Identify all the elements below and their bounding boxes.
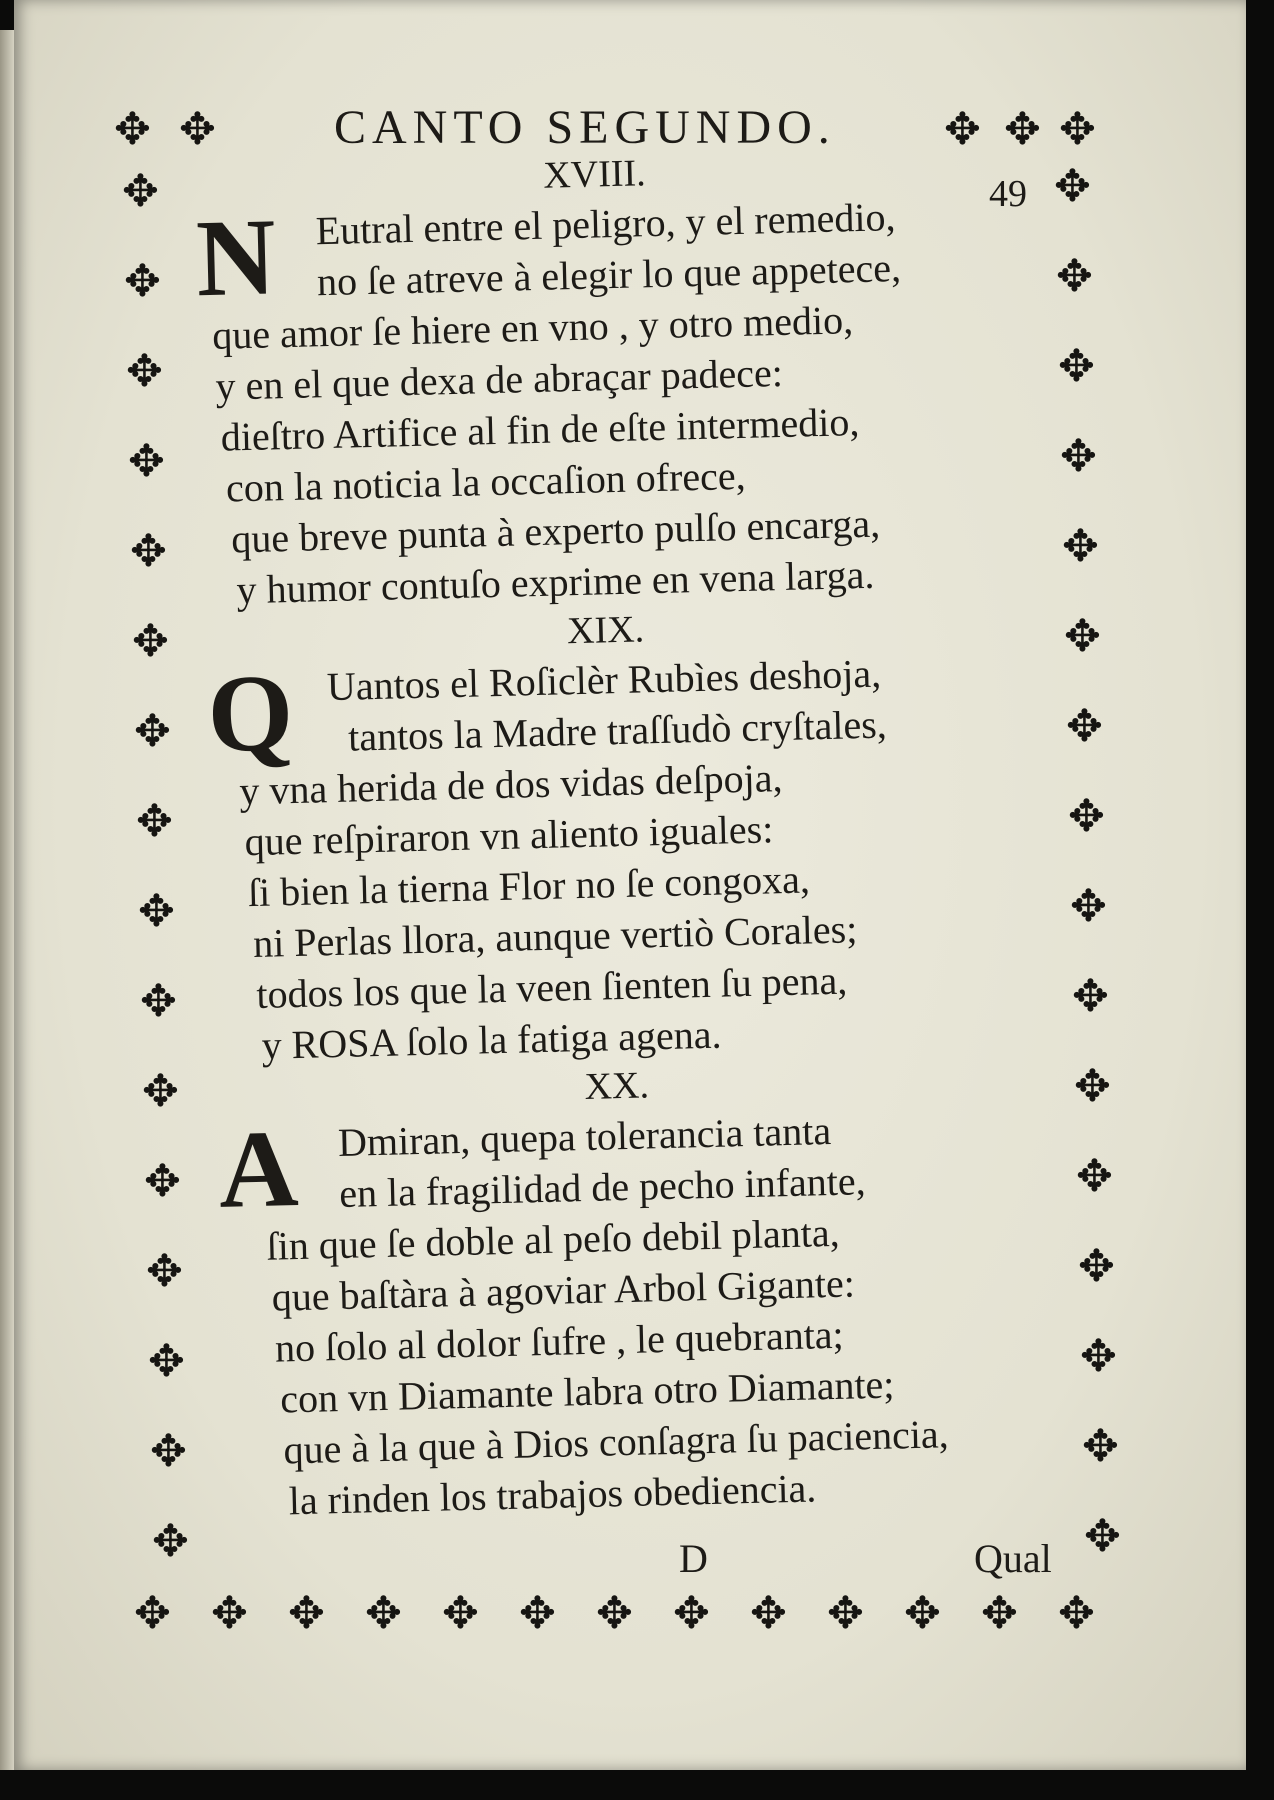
fleuron-ornament-icon: ✥ xyxy=(124,256,161,307)
fleuron-ornament-icon: ✥ xyxy=(1080,1331,1117,1382)
fleuron-ornament-icon: ✥ xyxy=(1082,1421,1119,1472)
verse-line: Dmiran, quepa tolerancia tanta xyxy=(337,1107,832,1166)
verse-line: la rinden los trabajos obediencia. xyxy=(288,1465,817,1524)
fleuron-ornament-icon: ✥ xyxy=(140,976,177,1027)
drop-cap: Q xyxy=(206,651,295,776)
fleuron-ornament-icon: ✥ xyxy=(1064,611,1101,662)
fleuron-ornament-icon: ✥ xyxy=(519,1588,556,1639)
fleuron-ornament-icon: ✥ xyxy=(673,1588,710,1639)
verse-line: ſin que ſe doble al peſo debil planta, xyxy=(266,1209,841,1269)
fleuron-ornament-icon: ✥ xyxy=(1060,431,1097,482)
verse-line: con vn Diamante labra otro Diamante; xyxy=(279,1361,895,1422)
stanza xyxy=(206,644,1026,1071)
fleuron-ornament-icon: ✥ xyxy=(1072,971,1109,1022)
fleuron-ornament-icon: ✥ xyxy=(126,346,163,397)
fleuron-ornament-icon: ✥ xyxy=(1076,1151,1113,1202)
fleuron-ornament-icon: ✥ xyxy=(1059,104,1096,155)
fleuron-ornament-icon: ✥ xyxy=(827,1588,864,1639)
fleuron-ornament-icon: ✥ xyxy=(596,1588,633,1639)
verse-line: dieſtro Artifice al fin de eſte intermedio, xyxy=(220,399,860,460)
fleuron-ornament-icon: ✥ xyxy=(1070,881,1107,932)
previous-page-edge xyxy=(0,30,14,1770)
stanza xyxy=(217,1100,1037,1527)
fleuron-ornament-icon: ✥ xyxy=(904,1588,941,1639)
stanza-number: XX. xyxy=(584,1064,650,1108)
running-head: CANTO SEGUNDO. xyxy=(334,101,836,154)
verse-line: que à la que à Dios conſagra ſu paciencia, xyxy=(282,1411,950,1473)
verse-line: Uantos el Roſiclèr Rubìes deshoja, xyxy=(326,650,882,710)
fleuron-ornament-icon: ✥ xyxy=(944,104,981,155)
fleuron-ornament-icon: ✥ xyxy=(150,1426,187,1477)
stanza-number: XVIII. xyxy=(542,152,647,197)
fleuron-ornament-icon: ✥ xyxy=(148,1336,185,1387)
fleuron-ornament-icon: ✥ xyxy=(288,1588,325,1639)
catchword: Qual xyxy=(974,1536,1052,1581)
fleuron-ornament-icon: ✥ xyxy=(1056,251,1093,302)
fleuron-ornament-icon: ✥ xyxy=(1058,1588,1095,1639)
fleuron-ornament-icon: ✥ xyxy=(1084,1511,1121,1562)
verse-line: todos los que la veen ſienten ſu pena, xyxy=(255,957,848,1017)
fleuron-ornament-icon: ✥ xyxy=(144,1156,181,1207)
verse-line: y en el que dexa de abraçar padece: xyxy=(214,349,784,409)
fleuron-ornament-icon: ✥ xyxy=(130,526,167,577)
fleuron-ornament-icon: ✥ xyxy=(1058,341,1095,392)
fleuron-ornament-icon: ✥ xyxy=(1078,1241,1115,1292)
verse-line: en la fragilidad de pecho infante, xyxy=(338,1158,867,1216)
fleuron-ornament-icon: ✥ xyxy=(136,796,173,847)
stanza xyxy=(194,188,1015,615)
fleuron-ornament-icon: ✥ xyxy=(134,706,171,757)
verse-line: ni Perlas llora, aunque vertiò Corales; xyxy=(252,906,858,967)
fleuron-ornament-icon: ✥ xyxy=(1066,701,1103,752)
fleuron-ornament-icon: ✥ xyxy=(142,1066,179,1117)
drop-cap: N xyxy=(194,195,278,320)
fleuron-ornament-icon: ✥ xyxy=(1004,104,1041,155)
fleuron-ornament-icon: ✥ xyxy=(1074,1061,1111,1112)
fleuron-ornament-icon: ✥ xyxy=(132,616,169,667)
fleuron-ornament-icon: ✥ xyxy=(750,1588,787,1639)
verse-line: y vna herida de dos vidas deſpoja, xyxy=(238,755,783,814)
fleuron-ornament-icon: ✥ xyxy=(981,1588,1018,1639)
verse-line: que baſtàra à agoviar Arbol Gigante: xyxy=(271,1260,856,1320)
verse-line: no ſolo al dolor ſufre , le quebranta; xyxy=(274,1311,845,1371)
fleuron-ornament-icon: ✥ xyxy=(179,104,216,155)
fleuron-ornament-icon: ✥ xyxy=(138,886,175,937)
fleuron-ornament-icon: ✥ xyxy=(211,1588,248,1639)
book-page xyxy=(14,0,1246,1770)
fleuron-ornament-icon: ✥ xyxy=(1062,521,1099,572)
signature-mark: D xyxy=(679,1536,708,1581)
verse-line: que breve punta à experto pulſo encarga, xyxy=(230,500,881,562)
verse-line: y humor contuſo exprime en vena larga. xyxy=(235,551,875,613)
poem-text xyxy=(194,140,1037,1527)
fleuron-ornament-icon: ✥ xyxy=(152,1516,189,1567)
fleuron-ornament-icon: ✥ xyxy=(122,166,159,217)
verse-line: Eutral entre el peligro, y el remedio, xyxy=(315,194,896,254)
fleuron-ornament-icon: ✥ xyxy=(442,1588,479,1639)
verse-line: y ROSA ſolo la fatiga agena. xyxy=(261,1011,722,1068)
fleuron-ornament-icon: ✥ xyxy=(128,436,165,487)
fleuron-ornament-icon: ✥ xyxy=(134,1588,171,1639)
verse-line: tantos la Madre traſſudò cryſtales, xyxy=(347,701,888,760)
verse-line: que reſpiraron vn aliento iguales: xyxy=(244,806,774,865)
drop-cap: A xyxy=(217,1107,300,1231)
page-number: 49 xyxy=(989,173,1027,215)
fleuron-ornament-icon: ✥ xyxy=(1068,791,1105,842)
verse-line: con la noticia la occaſion ofrece, xyxy=(225,452,747,511)
verse-line: que amor ſe hiere en vno , y otro medio, xyxy=(211,297,854,358)
fleuron-ornament-icon: ✥ xyxy=(365,1588,402,1639)
verse-line: no ſe atreve à elegir lo que appetece, xyxy=(316,245,902,305)
stanza-number: XIX. xyxy=(566,608,645,653)
fleuron-ornament-icon: ✥ xyxy=(114,104,151,155)
verse-line: ſi bien la tierna Flor no ſe congoxa, xyxy=(247,856,811,916)
fleuron-ornament-icon: ✥ xyxy=(1054,161,1091,212)
fleuron-ornament-icon: ✥ xyxy=(146,1246,183,1297)
